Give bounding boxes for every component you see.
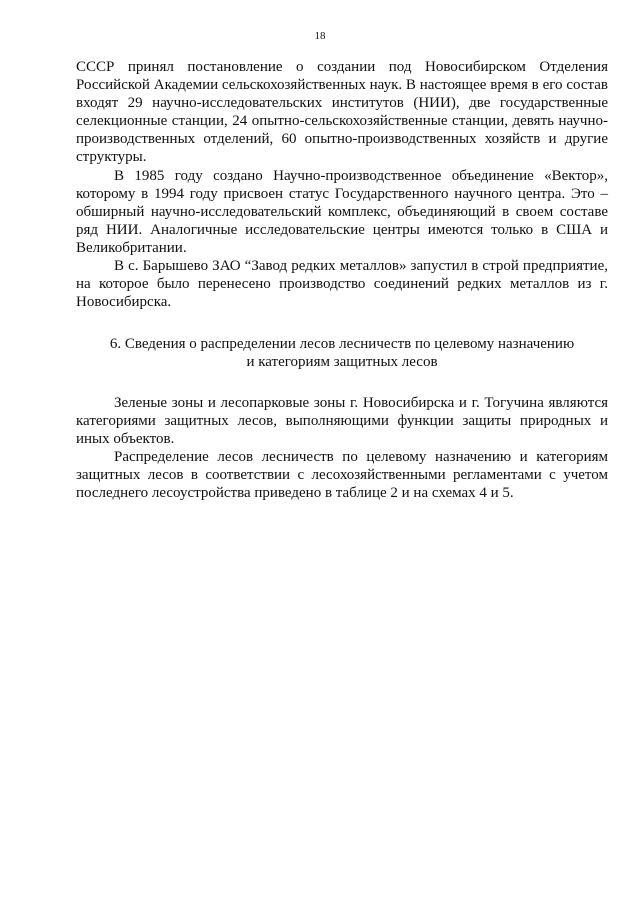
paragraph-green-zones: Зеленые зоны и лесопарковые зоны г. Новосибирска и г. Тогучина являются категориями защитных лесов, выполняющими функции защиты природных и иных объектов.: [76, 394, 608, 447]
section-heading: [76, 335, 608, 371]
paragraph-rosselkhozakademiya: СССР принял постановление о создании под Новосибирском Отделения Российской Академии сельскохозяйственных наук. В настоящее время в его состав входят 29 научно-исследовательских институтов (НИИ), две государственные селекционные станции, 24 опытно-сельскохозяйственные станции, девять научно-производственных отделений, 60 опытно-производственных хозяйств и другие структуры.: [76, 59, 608, 166]
paragraph-forest-distribution: Распределение лесов лесничеств по целевому назначению и категориям защитных лесов в соответствии с лесохозяйственными регламентами с учетом последнего лесоустройства приведено в таблице 2 и на схемах 4 и 5.: [76, 448, 608, 501]
paragraph-barishevo: В с. Барышево ЗАО “Завод редких металлов» запустил в строй предприятие, на которое было перенесено производство соединений редких металлов из г. Новосибирска.: [76, 258, 608, 311]
page-number: 18: [314, 30, 326, 42]
document-body: [76, 58, 608, 502]
paragraph-vektor: В 1985 году создано Научно-производственное объединение «Вектор», которому в 1994 году присвоен статус Государственного научного центра. Это – обширный научно-исследовательский комплекс, объединяющий в своем составе ряд НИИ. Аналогичные исследовательские центры имеются только в США и Великобритании.: [76, 167, 608, 256]
section-heading-line-1: 6. Сведения о распределении лесов лесничеств по целевому назначению: [109, 336, 575, 353]
section-heading-line-2: и категориям защитных лесов: [246, 354, 438, 371]
